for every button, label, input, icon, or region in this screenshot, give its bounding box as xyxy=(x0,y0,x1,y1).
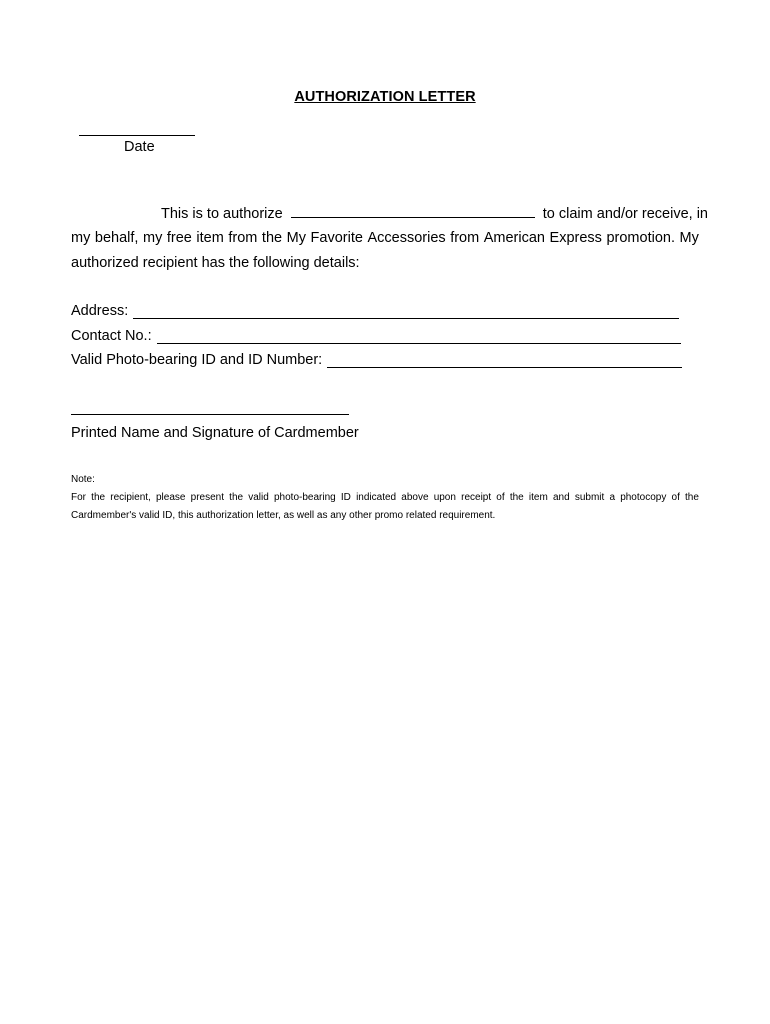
note-line-1 xyxy=(71,492,699,503)
note-word: of xyxy=(671,492,680,503)
claim-text: to claim and/or receive, in xyxy=(542,206,708,222)
document-title: AUTHORIZATION LETTER xyxy=(294,89,476,105)
note-word: the xyxy=(229,492,244,503)
body-word: Favorite xyxy=(310,230,363,246)
note-word: the xyxy=(685,492,699,503)
body-word: the xyxy=(261,230,283,246)
authorized-person-blank[interactable] xyxy=(291,205,535,218)
body-word: American xyxy=(483,230,545,246)
address-blank[interactable] xyxy=(133,306,679,319)
contact-field[interactable] xyxy=(71,328,681,344)
note-word: upon xyxy=(433,492,456,503)
note-word: the xyxy=(509,492,524,503)
note-title: Note: xyxy=(71,474,95,485)
id-field[interactable] xyxy=(71,352,682,368)
note-word: a xyxy=(609,492,616,503)
date-blank-line[interactable] xyxy=(79,135,195,136)
body-word: item xyxy=(196,230,224,246)
contact-label: Contact No.: xyxy=(71,328,152,344)
note-word: photo-bearing xyxy=(274,492,336,503)
note-word: item xyxy=(528,492,548,503)
note-word: valid xyxy=(248,492,269,503)
body-word: My xyxy=(679,230,699,246)
authorize-text: This is to authorize xyxy=(161,206,283,222)
body-word: free xyxy=(166,230,192,246)
note-word: receipt xyxy=(461,492,492,503)
address-label: Address: xyxy=(71,303,129,319)
address-field[interactable] xyxy=(71,303,679,319)
body-word: my xyxy=(142,230,163,246)
signature-label: Printed Name and Signature of Cardmember xyxy=(71,425,359,441)
body-word: Express xyxy=(549,230,602,246)
note-word: and xyxy=(552,492,570,503)
body-word: from xyxy=(450,230,480,246)
body-word: behalf, xyxy=(94,230,139,246)
body-word: promotion. xyxy=(606,230,675,246)
signature-blank-line[interactable] xyxy=(71,414,349,415)
note-word: of xyxy=(496,492,505,503)
note-word: above xyxy=(401,492,429,503)
note-line-2: Cardmember's valid ID, this authorization letter, as well as any other promo related requirement. xyxy=(71,510,496,521)
body-line-3: authorized recipient has the following details: xyxy=(71,255,360,271)
body-line-2 xyxy=(71,230,699,246)
note-word: please xyxy=(156,492,186,503)
body-word: my xyxy=(71,230,91,246)
note-word: photocopy xyxy=(620,492,667,503)
note-word: ID xyxy=(340,492,351,503)
note-word: For xyxy=(71,492,86,503)
body-word: Accessories xyxy=(367,230,446,246)
note-word: the xyxy=(91,492,106,503)
body-line-1 xyxy=(71,205,708,222)
body-word: My xyxy=(286,230,306,246)
note-word: recipient, xyxy=(110,492,151,503)
id-blank[interactable] xyxy=(327,355,682,368)
contact-blank[interactable] xyxy=(157,331,681,344)
note-word: present xyxy=(190,492,224,503)
body-word: from xyxy=(228,230,258,246)
note-word: indicated xyxy=(356,492,397,503)
date-label: Date xyxy=(124,139,155,155)
id-label: Valid Photo-bearing ID and ID Number: xyxy=(71,352,323,368)
note-word: submit xyxy=(574,492,605,503)
